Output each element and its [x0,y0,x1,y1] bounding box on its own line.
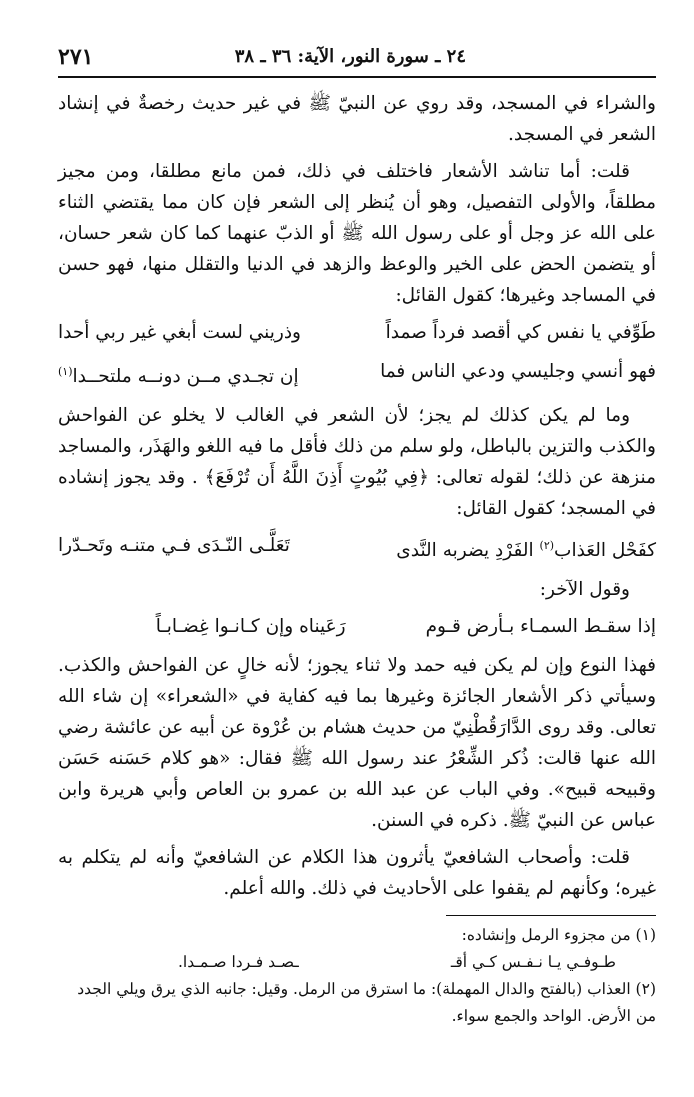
footnote-verse [58,949,656,976]
verse-text: الفَرْدِ يضربه النَّدى [396,540,534,562]
verse-second-half [58,356,299,392]
verse-second-half: ـصـد فـردا صـمـدا. [178,953,299,971]
verse-first-half: فهو أنسي وجليسي ودعي الناس فما [380,361,656,382]
paragraph: وما لم يكن كذلك لم يجز؛ لأن الشعر في الغالب لا يخلو عن الفواحش والكذب والتزين بالباطل، ولو سلم من ذلك فأقل ما فيه اللغو والهَذَر، والمساجد منزهة عن ذلك؛ لقوله تعالى: ﴿فِي بُيُوتٍ أَذِنَ اللَّهُ أَن تُرْفَعَ﴾ . وقد يجوز إنشاده في المسجد؛ كقول القائل: [58,405,656,520]
book-page [58,0,656,1097]
paragraph: وقول الآخر: [539,579,630,601]
sura-verse-heading: ٢٤ ـ سورة النور، الآية: ٣٦ ـ ٣٨ [234,46,466,67]
poem-verse [58,317,656,348]
footnote: (٢) العذاب (بالفتح والدال المهملة): ما استرق من الرمل. وقيل: جانبه الذي يرق ويلي الجدد من الأرض. الواحد والجمع سواء. [77,980,656,1025]
paragraph: قلت: أما تناشد الأشعار فاختلف في ذلك، فمن مانع مطلقا، ومن مجيز مطلقاً، والأولى التفصيل، وهو أن يُنظر إلى الشعر فإن كان مما يقتضي الثناء على الله عز وجل أو على رسول الله ﷺ أو الذبّ عنهما كما كان شعر حسان، أو يتضمن الحض على الخير والوعظ والزهد في الدنيا والتقلل منها، فهو حسن في المساجد وغيرها؛ كقول القائل: [58,161,656,306]
running-header [58,40,656,72]
footnotes [58,922,656,1030]
verse-second-half: وذريني لست أبغي غير ربي أحدا [58,322,301,343]
poem-verse [58,530,656,566]
paragraph: قلت: وأصحاب الشافعيّ يأثرون هذا الكلام عن الشافعيّ وأنه لم يتكلم به غيره؛ وكأنهم لم يقفوا على الأحاديث في ذلك. والله أعلم. [58,847,656,900]
verse-first-half: إذا سقـط السمـاء بـأرض قـوم [425,616,656,638]
footnote-marker[interactable]: (١) [58,365,73,378]
main-text [58,88,656,910]
verse-second-half: تَعَلَّـى النّـدَى فـي متنـه وتَحـدّرا [58,535,290,557]
poem-verse [58,356,656,392]
verse-text: كفَحْل العَذاب [554,540,656,562]
footnote: (١) من مجزوء الرمل وإنشاده: [461,926,656,944]
verse-first-half: طَوِّفي يا نفس كي أقصد فرداً صمداً [385,322,656,343]
paragraph: فهذا النوع وإن لم يكن فيه حمد ولا ثناء يجوز؛ لأنه خالٍ عن الفواحش والكذب. وسيأتي ذكر الأشعار الجائزة وغيرها بما فيه كفاية في «الشعراء» إن شاء الله تعالى. وقد روى الدَّارَقُطْنِيّ من حديث هشام بن عُرْوة عن أبيه عن عائشة رضي الله عنها قالت: ذُكر الشِّعْرُ عند رسول الله ﷺ فقال: «هو كلام حَسَنه حَسَن وقبيحه قبيح». وفي الباب عن عبد الله بن عمرو بن العاص وأبي هريرة وابن عباس عن النبيّ ﷺ. ذكره في السنن. [58,655,656,832]
verse-first-half [396,530,656,566]
paragraph: والشراء في المسجد، وقد روي عن النبيّ ﷺ في غير حديث رخصةٌ في إنشاد الشعر في المسجد. [58,93,656,145]
verse-first-half: طـوفـي يـا نـفـس كـي أقـ [450,953,616,971]
footnote-marker[interactable]: (٢) [539,539,555,553]
page-number: ٢٧١ [58,44,94,70]
verse-text: إن تجـدي مــن دونــه ملتحــدا [72,366,299,388]
verse-second-half: رَعَيناه وإن كـانـوا غِضـابـاً [155,616,346,638]
header-divider [58,76,656,78]
footnote-divider [446,915,656,916]
poem-verse [58,611,656,642]
